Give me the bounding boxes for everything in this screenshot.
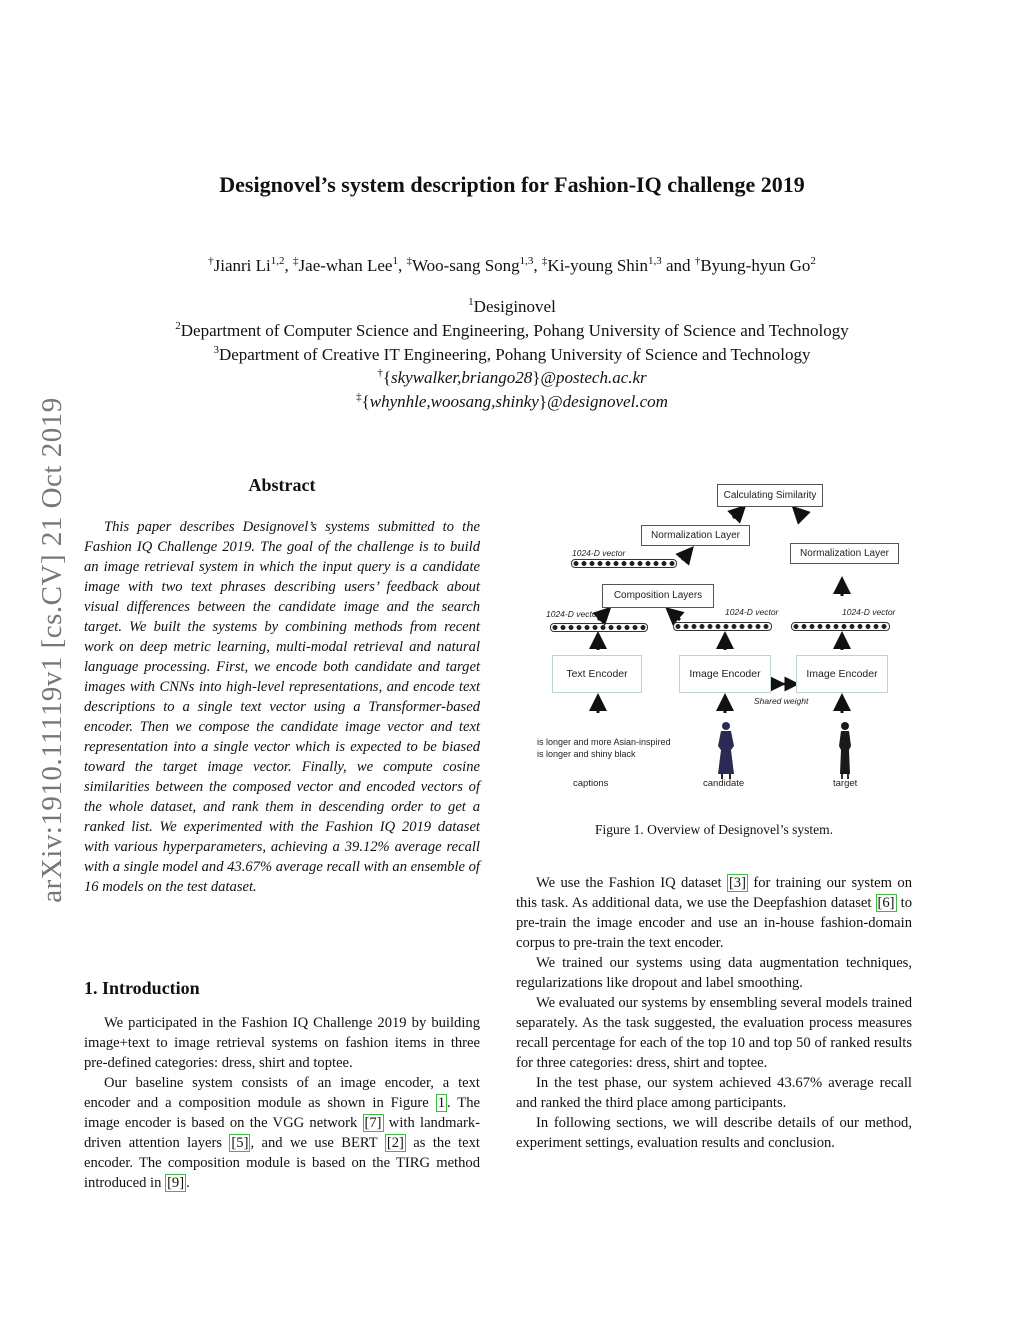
introduction-body (84, 1013, 480, 1193)
shared-weight-label: Shared weight (754, 696, 809, 706)
email-designovel: ‡{whynhle,woosang,shinky}@designovel.com (356, 391, 668, 411)
label-candidate: candidate (703, 778, 745, 789)
citation-9[interactable]: [9] (167, 1175, 185, 1191)
arrow-to-norm-left (682, 553, 688, 560)
citation-2[interactable]: [2] (386, 1135, 404, 1151)
affiliation-1: $^1$Desiginovel (468, 296, 556, 316)
vector-label-image-2: 1024-D vector (842, 607, 896, 617)
text-encoder-box: Text Encoder (552, 655, 642, 693)
arxiv-stamp: arXiv:1910.11119v1 [cs.CV] 21 Oct 2019 (36, 397, 68, 903)
composition-layers-box: Composition Layers (602, 584, 714, 608)
author-4: ‡Ki-young Shin$^{1,3}$ and (541, 255, 695, 275)
vector-label-composed: 1024-D vector (572, 548, 626, 558)
candidate-image (718, 722, 734, 779)
dataset-paragraph: We use the Fashion IQ dataset [3] for training our system on this task. As additional data, we use the Deepfashion dataset [6] to pre-train the image encoder and use an in-house fashion-domain corpus to pre-train the text encoder. (516, 875, 912, 951)
paper-title: Designovel’s system description for Fashion-IQ challenge 2019 (219, 172, 805, 197)
affiliation-2: $^2$Department of Computer Science and Engineering, Pohang University of Science and Technology (175, 320, 849, 340)
test-phase-paragraph: In the test phase, our system achieved 43.67% average recall and ranked the third place among participants. (516, 1075, 912, 1111)
calculating-similarity-box: Calculating Similarity (717, 484, 823, 507)
target-image (839, 722, 851, 779)
caption-example-1: is longer and more Asian-inspired (537, 737, 671, 747)
author-5: †Byung-hyun Go$^2$ (694, 255, 816, 275)
abstract-text: This paper describes Designovel’s systems submitted to the Fashion IQ Challenge 2019. The goal of the challenge is to build an image retrieval system in which the input query is a candidate image with two text phrases describing users’ feedback about visual differences between the candidate image and the search target. We built the systems by combining methods from recent work on deep metric learning, multi-modal retrieval and natural language processing. First, we encode both candidate and target images with CNNs into high-level representations, and encode text descriptions to a single text vector using a Transformer-based encoder. Then we compose the candidate image vector and text representation into a single vector which is expected to be biased toward the target image vector. Finally, we compute cosine similarities between the composed vector and encoded vectors of the whole dataset, and rank them in descending order to get a ranked list. We experimented with the Fashion IQ 2019 dataset with various hyperparameters, achieving a 39.12% average recall with a single model and 43.67% average recall with an ensemble of 16 models on the test dataset. (84, 519, 480, 895)
arrow-to-composition-right (672, 613, 680, 620)
abstract-heading: Abstract (248, 475, 316, 495)
intro-paragraph-1: We participated in the Fashion IQ Challenge 2019 by building image+text to image retrieval systems on fashion items in three pre-defined categories: dress, shirt and toptee. (84, 1015, 480, 1071)
affiliation-3: $^3$Department of Creative IT Engineering, Pohang University of Science and Technology (213, 344, 811, 364)
arrow-to-similarity-right (798, 512, 804, 518)
label-target: target (833, 778, 858, 789)
target-image-vector (791, 622, 890, 631)
section-heading-introduction: 1. Introduction (84, 978, 200, 998)
vector-label-image-1: 1024-D vector (725, 607, 779, 617)
intro-paragraph-2: Our baseline system consists of an image encoder, a text encoder and a composition module as shown in Figure 1 . The image encoder is based on the VGG network [7] with landmark-driven attention layers [5] , and we use BERT [2] as the text encoder. The composition module is based on the TIRG method introduced in [9] . (84, 1075, 480, 1191)
label-captions: captions (573, 778, 609, 789)
citation-6[interactable]: [6] (877, 895, 895, 911)
citation-3[interactable]: [3] (728, 875, 746, 891)
abstract-body (84, 517, 480, 897)
arrow-to-similarity-left (733, 511, 740, 518)
email-postech: †{skywalker,briango28}@postech.ac.kr (377, 367, 647, 387)
image-encoder-2-box: Image Encoder (796, 655, 888, 693)
author-3: ‡Woo-sang Song$^{1,3}$, (406, 255, 542, 275)
citation-7[interactable]: [7] (364, 1115, 382, 1131)
training-paragraph: We trained our systems using data augmentation techniques, regularizations like dropout and label smoothing. (516, 955, 912, 991)
vector-label-text: 1024-D vector (546, 609, 600, 619)
figure-1-diagram (520, 478, 915, 798)
normalization-layer-right-box: Normalization Layer (790, 543, 899, 564)
author-1: †Jianri Li$^{1,2}$, (208, 255, 294, 275)
author-list (0, 256, 1024, 276)
figure-ref-1[interactable]: 1 (437, 1095, 445, 1111)
following-sections-paragraph: In following sections, we will describe details of our method, experiment settings, evaluation results and conclusion. (516, 1115, 912, 1151)
image-encoder-1-box: Image Encoder (679, 655, 771, 693)
normalization-layer-left-box: Normalization Layer (641, 525, 750, 546)
right-column-body (516, 873, 912, 1153)
text-vector (550, 623, 648, 632)
figure-1-caption: Figure 1. Overview of Designovel’s system. (594, 822, 834, 837)
citation-5[interactable]: [5] (231, 1135, 249, 1151)
author-2: ‡Jae-whan Lee$^1$, (293, 255, 407, 275)
composed-vector (571, 559, 677, 568)
evaluation-paragraph: We evaluated our systems by ensembling several models trained separately. As the task suggested, the evaluation process measures recall percentage for each of the top 10 and top 50 of ranked results for three categories: dress, shirt and toptee. (516, 995, 912, 1071)
candidate-image-vector (673, 622, 772, 631)
caption-example-2: is longer and shiny black (537, 749, 636, 759)
